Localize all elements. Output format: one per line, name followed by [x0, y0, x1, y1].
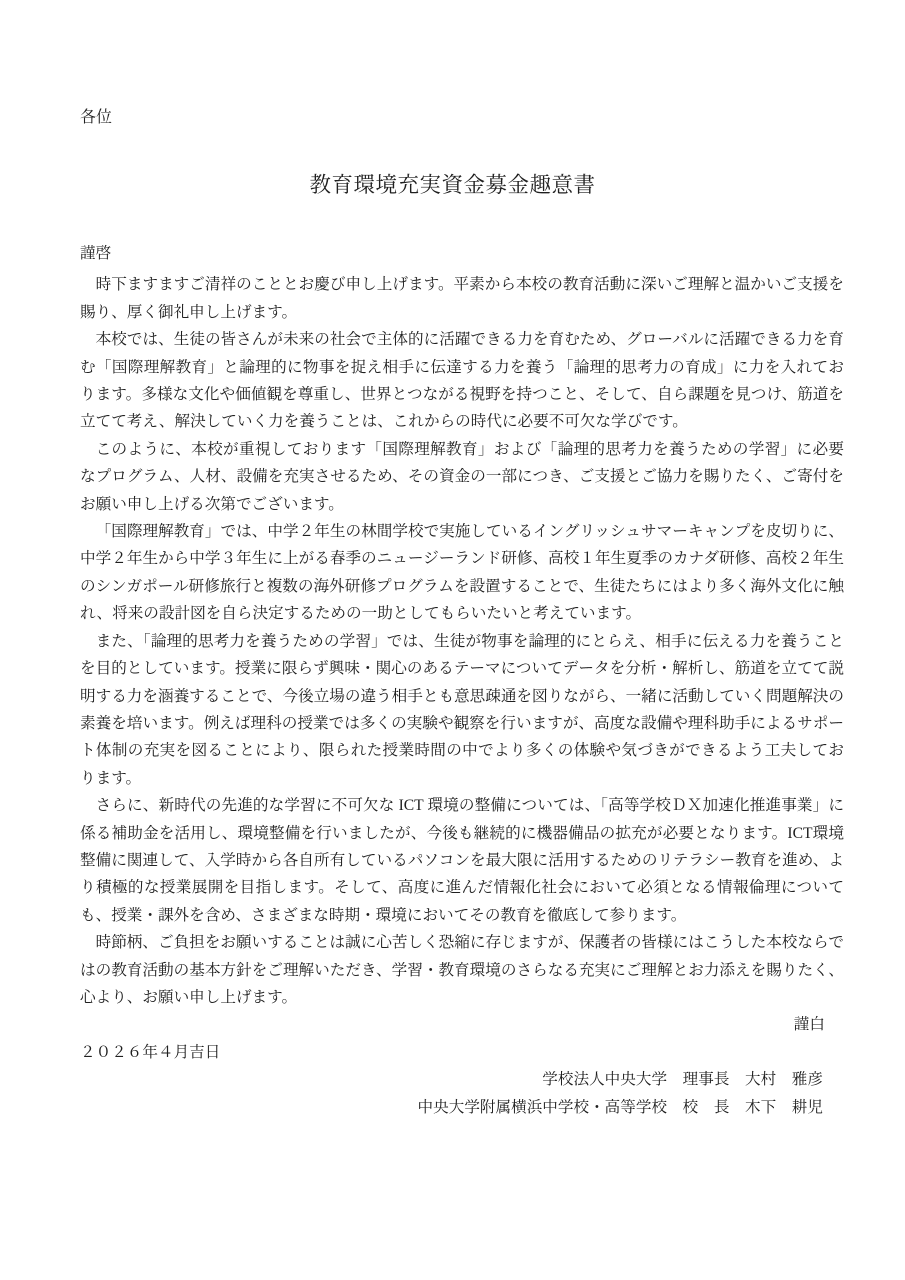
- letter-body: [80, 240, 844, 1121]
- document-title: 教育環境充実資金募金趣意書: [309, 173, 596, 197]
- date-line: ２０２６年４月吉日: [80, 1043, 221, 1061]
- body-paragraph-4: 「国際理解教育」では、中学２年生の林間学校で実施しているイングリッシュサマーキャンプを皮切りに、中学２年生から中学３年生に上がる春季のニュージーランド研修、高校１年生夏季のカナダ研修、高校２年生のシンガポール研修旅行と複数の海外研修プログラムを設置することで、生徒たちにはより多く海外文化に触れ、将来の設計図を自ら決定するための一助としてもらいたいと考えています。: [80, 523, 844, 623]
- body-paragraph-5: また、「論理的思考力を養うための学習」では、生徒が物事を論理的にとらえ、相手に伝える力を養うことを目的としています。授業に限らず興味・関心のあるテーマについてデータを分析・解析し、筋道を立てて説明する力を涵養することで、今後立場の違う相手とも意思疎通を図りながら、一緒に活動していく問題解決の素養を培います。例えば理科の授業では多くの実験や観察を行いますが、高度な設備や理科助手によるサポート体制の充実を図ることにより、限られた授業時間の中でより多くの体験や気づきができるよう工夫しております。: [80, 632, 844, 787]
- recipient-line: 各位: [80, 109, 113, 126]
- body-paragraph-2: 本校では、生徒の皆さんが未来の社会で主体的に活躍できる力を育むため、グローバルに活躍できる力を育む「国際理解教育」と論理的に物事を捉え相手に伝達する力を養う「論理的思考力の育成」に力を入れております。多様な文化や価値観を尊重し、世界とつながる視野を持つこと、そして、自ら課題を見つけ、筋道を立てて考え、解決していく力を養うことは、これからの時代に必要不可欠な学びです。: [80, 331, 844, 431]
- body-paragraph-6: さらに、新時代の先進的な学習に不可欠な ICT 環境の整備については、「高等学校ＤＸ加速化推進事業」に係る補助金を活用し、環境整備を行いましたが、今後も継続的に機器備品の拡充が必要となります。ICT環境整備に関連して、入学時から各自所有しているパソコンを最大限に活用するためのリテラシー教育を進め、より積極的な授業展開を目指します。そして、高度に進んだ情報化社会において必須となる情報倫理についても、授業・課外を含め、さまざまな時期・環境においてその教育を徹底して参ります。: [80, 797, 844, 924]
- body-paragraph-1: 時下ますますご清祥のこととお慶び申し上げます。平素から本校の教育活動に深いご理解と温かいご支援を賜り、厚く御礼申し上げます。: [80, 276, 844, 321]
- salutation-word: 謹啓: [80, 245, 112, 262]
- signature-line-principal: 中央大学附属横浜中学校・高等学校 校 長 木下 耕児: [417, 1098, 823, 1116]
- body-paragraph-7: 時節柄、ご負担をお願いすることは誠に心苦しく恐縮に存じますが、保護者の皆様にはこうした本校ならではの教育活動の基本方針をご理解いただき、学習・教育環境のさらなる充実にご理解とお力添えを賜りたく、心より、お願い申し上げます。: [80, 934, 844, 1006]
- body-paragraph-3: このように、本校が重視しております「国際理解教育」および「論理的思考力を養うための学習」に必要なプログラム、人材、設備を充実させるため、その資金の一部につき、ご支援とご協力を賜りたく、ご寄付をお願い申し上げる次第でございます。: [80, 440, 844, 513]
- signature-line-chairman: 学校法人中央大学 理事長 大村 雅彦: [542, 1071, 823, 1089]
- closing-word: 謹白: [793, 1016, 825, 1034]
